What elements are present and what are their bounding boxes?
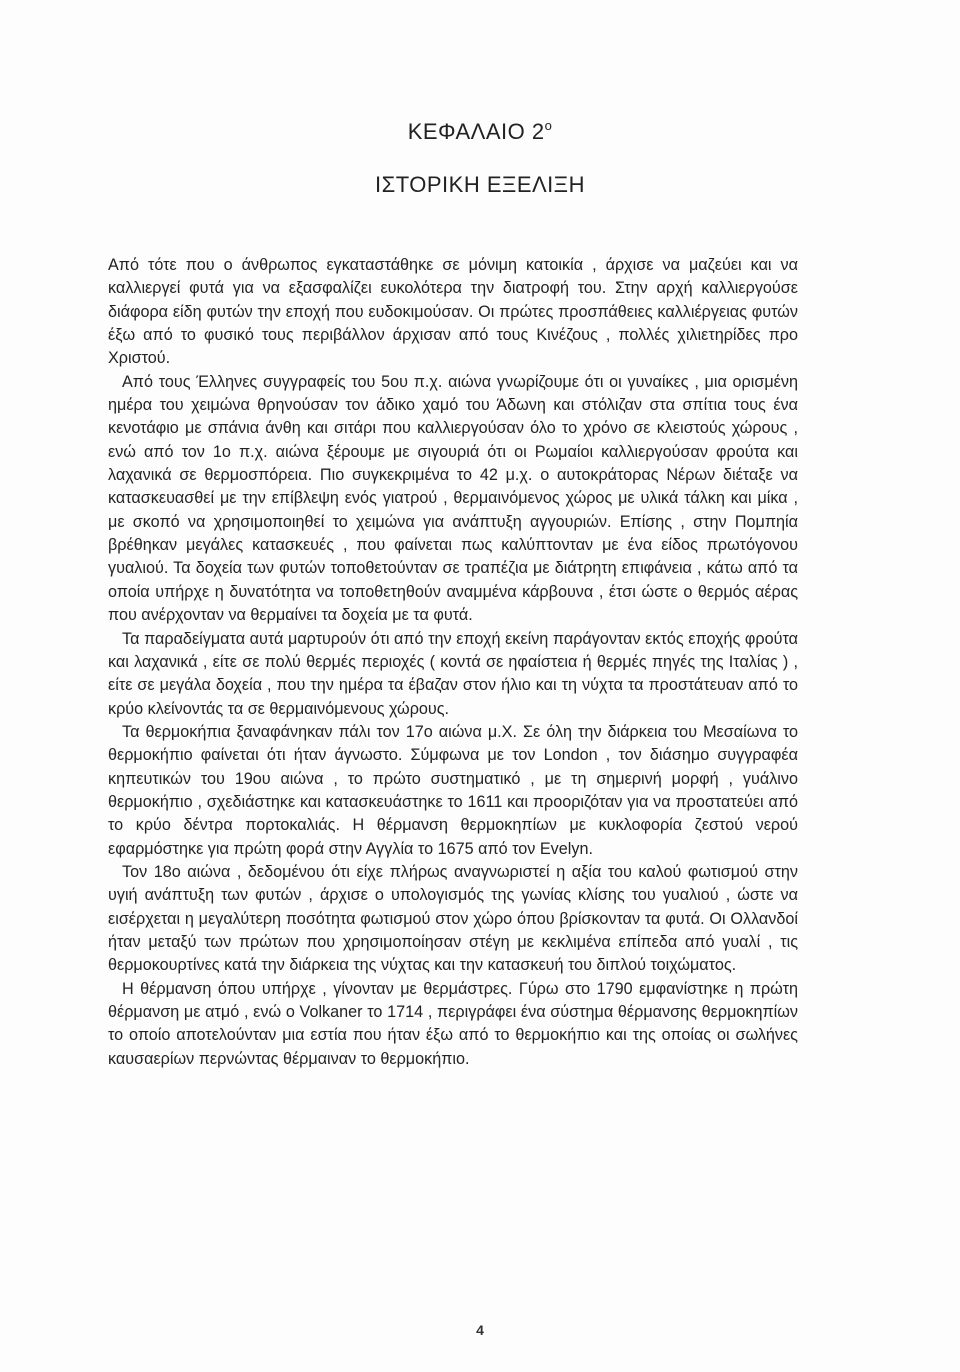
body-text <box>108 254 798 1071</box>
paragraph: Από τότε που ο άνθρωπος εγκαταστάθηκε σε μόνιμη κατοικία , άρχισε να μαζεύει και να καλλιεργεί φυτά για να εξασφαλίζει ευκολότερα την διατροφή του. Στην αρχή καλλιεργούσε διάφορα είδη φυτών την εποχή που ευδοκιμούσαν. Οι πρώτες προσπάθειες καλλιέργειας φυτών έξω από το φυσικό τους περιβάλλον άρχισαν από τους Κινέζους , πολλές χιλιετηρίδες προ Χριστού. <box>108 256 798 368</box>
page-number: 4 <box>476 1322 484 1338</box>
paragraph: Τα θερμοκήπια ξαναφάνηκαν πάλι τον 17ο αιώνα μ.Χ. Σε όλη την διάρκεια του Μεσαίωνα το θερμοκήπιο φαίνεται ότι ήταν άγνωστο. Σύμφωνα με τον London , τον διάσημο συγγραφέα κηπευτικών του 19ου αιώνα , το πρώτο συστηματικό , με τη σημερινή μορφή , γυάλινο θερμοκήπιο , σχεδιάστηκε και κατασκευάστηκε το 1611 και προοριζόταν για να προστατεύει από το κρύο δέντρα πορτοκαλιάς. Η θέρμανση θερμοκηπίων με κυκλοφορία ζεστού νερού εφαρμόστηκε για πρώτη φορά στην Αγγλία το 1675 από τον Evelyn. <box>108 722 798 858</box>
paragraph: Η θέρμανση όπου υπήρχε , γίνονταν με θερμάστρες. Γύρω στο 1790 εμφανίστηκε η πρώτη θέρμανση με ατμό , ενώ ο Volkaner το 1714 , περιγράφει ένα σύστημα θέρμανσης θερμοκηπίων το οποίο αποτελούνταν μια εστία που ήταν έξω από το θερμοκήπιο και της οποίας οι σωλήνες καυσαερίων περνώντας θέρμαιναν το θερμοκήπιο. <box>108 979 798 1068</box>
chapter-label: ΚΕΦΑΛΑΙΟ 2 <box>407 119 545 144</box>
paragraph: Τα παραδείγματα αυτά μαρτυρούν ότι από την εποχή εκείνη παράγονταν εκτός εποχής φρούτα και λαχανικά , είτε σε πολύ θερμές περιοχές ( κοντά σε ηφαίστεια ή θερμές πηγές της Ιταλίας ) , είτε σε μεγάλα δοχεία , που την ημέρα τα έβαζαν στον ήλιο και τη νύχτα τα προστάτευαν από το κρύο κλείνοντάς τα σε θερμαινόμενους χώρους. <box>108 629 798 718</box>
chapter-heading <box>0 118 960 145</box>
chapter-superscript: ο <box>544 118 553 133</box>
paragraph: Τον 18ο αιώνα , δεδομένου ότι είχε πλήρως αναγνωριστεί η αξία του καλού φωτισμού στην υγιή ανάπτυξη των φυτών , άρχισε ο υπολογισμός της γωνίας κλίσης του γυαλιού , ώστε να εισέρχεται η μεγαλύτερη ποσότητα φωτισμού στον χώρο όπου βρίσκονταν τα φυτά. Οι Ολλανδοί ήταν μεταξύ των πρώτων που χρησιμοποίησαν στέγη με κεκλιμένα επίπεδα από γυαλί , τις θερμοκουρτίνες κατά την διάρκεια της νύχτας και την κατασκευή του διπλού τοιχώματος. <box>108 862 798 975</box>
section-title: ΙΣΤΟΡΙΚΗ ΕΞΕΛΙΞΗ <box>375 172 585 197</box>
paragraph: Από τους Έλληνες συγγραφείς του 5ου π.χ. αιώνα γνωρίζουμε ότι οι γυναίκες , μια ορισμένη ημέρα του χειμώνα θρηνούσαν τον άδικο χαμό του Άδωνη και στόλιζαν στα σπίτια τους ένα κενοτάφιο με σπάνια άνθη και σιτάρι που καλλιεργούσαν όλο το χρόνο σε κλειστούς χώρους , ενώ από τον 1ο π.χ. αιώνα ξέρουμε με σιγουριά ότι οι Ρωμαίοι καλλιεργούσαν φρούτα και λαχανικά σε θερμοσπόρεια. Πιο συγκεκριμένα το 42 μ.χ. ο αυτοκράτορας Νέρων διέταξε να κατασκευασθεί με την επίβλεψη ενός γιατρού , θερμαινόμενος χώρος με υλικά τάλκη και μίκα , με σκοπό να χρησιμοποιηθεί το χειμώνα για ανάπτυξη αγγουριών. Επίσης , στην Πομπηία βρέθηκαν μεγάλες κατασκευές , που φαίνεται πως καλύπτονταν με ένα είδος πρωτόγονου γυαλιού. Τα δοχεία των φυτών τοποθετούνταν σε τραπέζια με διάτρητη επιφάνεια , κάτω από τα οποία υπήρχε η δυνατότητα να τοποθετηθούν αναμμένα κάρβουνα , έτσι ώστε ο θερμός αέρας που ανέρχονταν να θερμαίνει τα δοχεία με τα φυτά. <box>108 372 798 625</box>
